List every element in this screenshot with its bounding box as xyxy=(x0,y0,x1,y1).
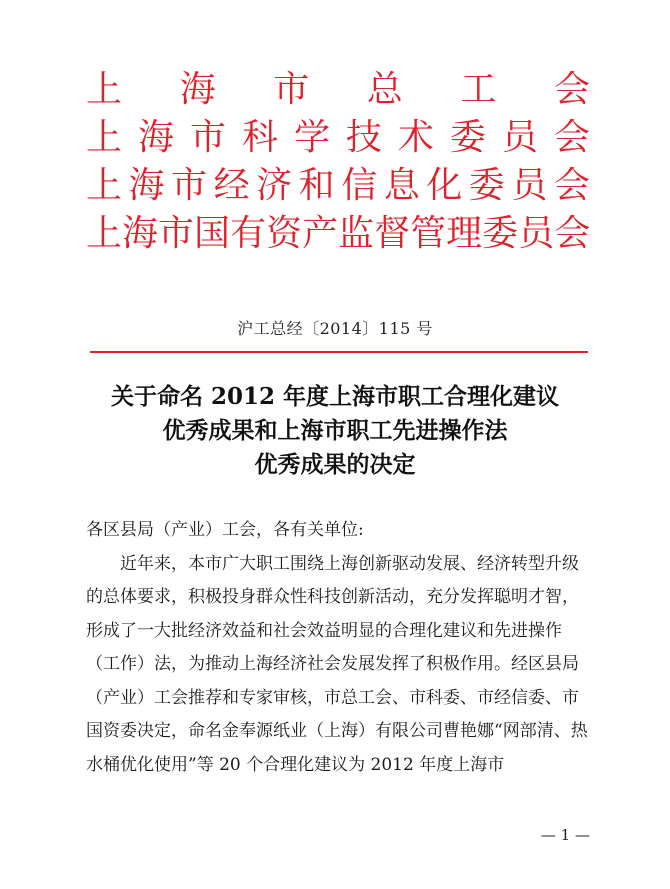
issuer-char: 信 xyxy=(341,165,378,206)
issuer-header xyxy=(86,66,590,258)
issuer-char: 会 xyxy=(554,213,590,254)
issuer-4-spread xyxy=(86,210,590,258)
issuer-char: 息 xyxy=(383,165,420,206)
issuer-char: 会 xyxy=(553,165,590,206)
issuer-char: 经 xyxy=(213,165,250,206)
issuer-line-1 xyxy=(86,66,590,114)
issuer-char: 市 xyxy=(158,213,195,254)
issuer-char: 会 xyxy=(553,117,590,158)
issuer-line-3 xyxy=(86,162,590,210)
issuer-char: 监 xyxy=(338,213,375,254)
issuer-char: 委 xyxy=(482,213,519,254)
issuer-char: 市 xyxy=(189,117,226,158)
issuer-char: 管 xyxy=(410,213,447,254)
issuer-char: 海 xyxy=(128,165,165,206)
document-title xyxy=(0,380,670,482)
issuer-3-spread xyxy=(86,162,590,210)
issuer-char: 上 xyxy=(86,117,123,158)
issuer-char: 海 xyxy=(137,117,174,158)
issuer-char: 技 xyxy=(345,117,382,158)
issuer-char: 市 xyxy=(171,165,208,206)
issuer-char: 资 xyxy=(266,213,303,254)
page-number: — 1 — xyxy=(540,826,590,844)
issuer-1-spread xyxy=(86,66,590,114)
issuer-char: 市 xyxy=(273,69,310,110)
issuer-char: 和 xyxy=(298,165,335,206)
issuer-char: 督 xyxy=(374,213,411,254)
issuer-2-spread xyxy=(86,114,590,162)
issuer-char: 济 xyxy=(256,165,293,206)
title-line-3: 优秀成果的决定 xyxy=(254,451,416,478)
issuer-line-2 xyxy=(86,114,590,162)
issuer-char: 员 xyxy=(511,165,548,206)
title-line-2: 优秀成果和上海市职工先进操作法 xyxy=(162,417,508,444)
issuer-char: 国 xyxy=(194,213,231,254)
issuer-char: 学 xyxy=(293,117,330,158)
issuer-char: 科 xyxy=(241,117,278,158)
issuer-char: 工 xyxy=(460,69,497,110)
issuer-char: 产 xyxy=(302,213,339,254)
issuer-char: 员 xyxy=(518,213,555,254)
issuer-char: 理 xyxy=(446,213,483,254)
issuer-char: 海 xyxy=(122,213,159,254)
issuer-char: 委 xyxy=(449,117,486,158)
document-number: 沪工总经〔2014〕115 号 xyxy=(237,319,433,338)
issuer-char: 术 xyxy=(397,117,434,158)
title-line-1: 关于命名 2012 年度上海市职工合理化建议 xyxy=(110,383,560,410)
issuer-char: 有 xyxy=(230,213,267,254)
issuer-char: 海 xyxy=(179,69,216,110)
body-paragraph: 近年来，本市广大职工围绕上海创新驱动发展、经济转型升级的总体要求，积极投身群众性科技创新活动，充分发挥聪明才智，形成了一大批经济效益和社会效益明显的合理化建议和先进操作（工作）法，为推动上海经济社会发展发挥了积极作用。经区县局（产业）工会推荐和专家审核，市总工会、市科委、市经信委、市国资委决定，命名金奉源纸业（上海）有限公司曹艳娜“网部清、热水桶优化使用”等 20 个合理化建议为 2012 年度上海市 xyxy=(86,553,588,775)
issuer-char: 委 xyxy=(468,165,505,206)
issuer-char: 会 xyxy=(553,69,590,110)
document-body xyxy=(86,514,590,782)
issuer-char: 上 xyxy=(86,165,123,206)
red-divider-line xyxy=(90,351,588,353)
issuer-char: 总 xyxy=(366,69,403,110)
salutation: 各区县局（产业）工会，各有关单位: xyxy=(86,520,364,540)
issuer-line-4 xyxy=(86,210,590,258)
issuer-char: 员 xyxy=(501,117,538,158)
issuer-char: 化 xyxy=(426,165,463,206)
issuer-char: 上 xyxy=(86,213,123,254)
issuer-char: 上 xyxy=(86,69,123,110)
